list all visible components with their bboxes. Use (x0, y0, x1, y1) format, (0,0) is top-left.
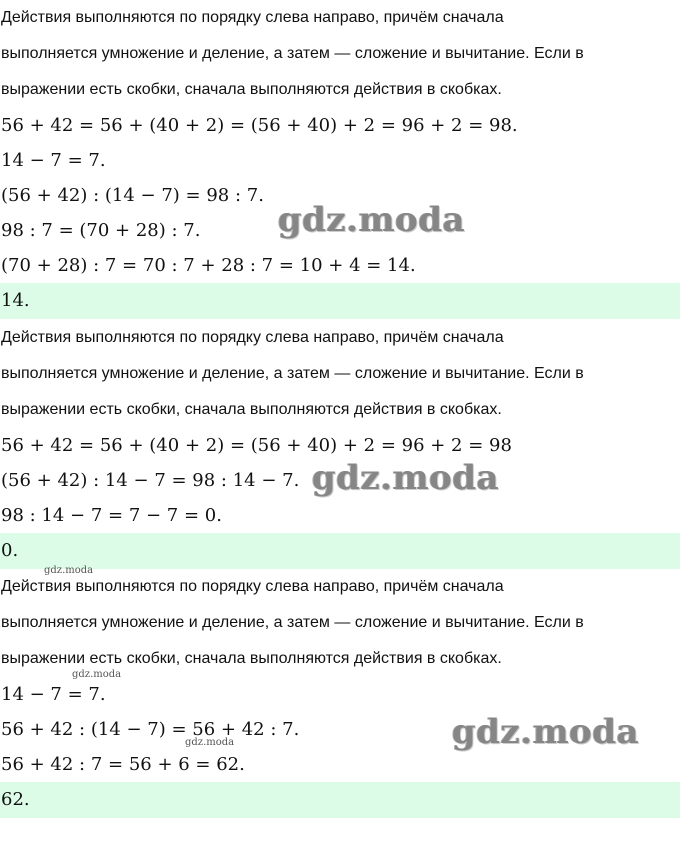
solution-section-1 (0, 0, 680, 319)
watermark-logo: gdz.moda (452, 712, 640, 752)
math-line: (70 + 28) : 7 = 70 : 7 + 28 : 7 = 10 + 4 = 14. (1, 255, 416, 276)
watermark-small: gdz.moda (72, 669, 122, 680)
explanation-text (0, 569, 680, 677)
explanation-text (0, 0, 680, 108)
answer-box (0, 283, 680, 319)
watermark-small: gdz.moda (185, 737, 235, 748)
answer-box (0, 533, 680, 569)
text-line: Действия выполняются по порядку слева направо, причём сначала (1, 9, 504, 26)
text-line: Действия выполняются по порядку слева направо, причём сначала (1, 578, 504, 595)
text-line: Действия выполняются по порядку слева направо, причём сначала (1, 329, 504, 346)
answer-box (0, 782, 680, 818)
text-line: выполняется умножение и деление, а затем — сложение и вычитание. Если в (1, 365, 584, 382)
answer-value: 14. (1, 290, 30, 311)
text-line: выражении есть скобки, сначала выполняются действия в скобках. (1, 401, 502, 418)
explanation-text (0, 320, 680, 428)
math-line: 98 : 14 − 7 = 7 − 7 = 0. (1, 505, 222, 526)
solution-section-3 (0, 569, 680, 818)
math-line: 56 + 42 = 56 + (40 + 2) = (56 + 40) + 2 = 96 + 2 = 98 (1, 435, 512, 456)
math-line: 56 + 42 = 56 + (40 + 2) = (56 + 40) + 2 = 96 + 2 = 98. (1, 115, 518, 136)
text-line: выполняется умножение и деление, а затем — сложение и вычитание. Если в (1, 45, 584, 62)
watermark-small: gdz.moda (44, 565, 94, 576)
math-line: 98 : 7 = (70 + 28) : 7. (1, 220, 201, 241)
calculation-lines (0, 108, 680, 283)
math-line: (56 + 42) : 14 − 7 = 98 : 14 − 7. (1, 470, 300, 491)
math-line: 14 − 7 = 7. (1, 684, 106, 705)
math-line: 14 − 7 = 7. (1, 150, 106, 171)
math-line: 56 + 42 : 7 = 56 + 6 = 62. (1, 754, 245, 775)
watermark-logo: gdz.moda (278, 200, 466, 240)
watermark-logo: gdz.moda (312, 458, 500, 498)
math-line: 56 + 42 : (14 − 7) = 56 + 42 : 7. (1, 719, 300, 740)
answer-value: 62. (1, 789, 30, 810)
text-line: выполняется умножение и деление, а затем — сложение и вычитание. Если в (1, 614, 584, 631)
text-line: выражении есть скобки, сначала выполняются действия в скобках. (1, 81, 502, 98)
solution-section-2 (0, 320, 680, 569)
math-line: (56 + 42) : (14 − 7) = 98 : 7. (1, 185, 264, 206)
answer-value: 0. (1, 540, 19, 561)
text-line: выражении есть скобки, сначала выполняются действия в скобках. (1, 650, 502, 667)
